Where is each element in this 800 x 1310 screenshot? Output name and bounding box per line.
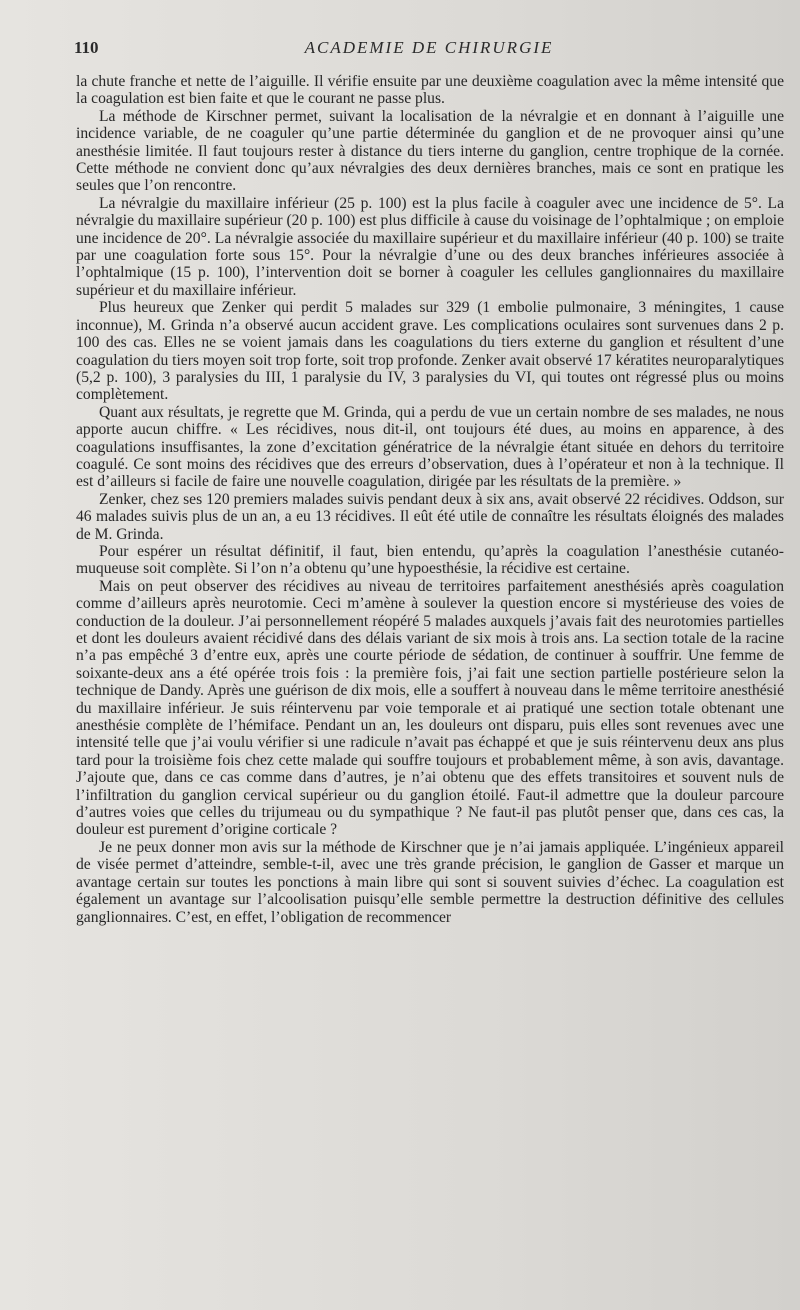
paragraph: La méthode de Kirschner permet, suivant la localisation de la névralgie et en donnant à l’aiguille une incidence variable, de ne coaguler qu’une partie déterminée du ganglion et de ne provoquer ainsi qu’une anesthésie limitée. Il faut toujours rester à distance du tiers interne du ganglion, centre trophique de la cornée. Cette méthode ne convient donc qu’aux névralgies des deux dernières branches, mais ce sont en pratique les seules que l’on rencontre.	[76, 107, 784, 195]
paragraph: Je ne peux donner mon avis sur la méthode de Kirschner que je n’ai jamais appliquée. L’ingénieux appareil de visée permet d’atteindre, semble-t-il, avec une très grande précision, le ganglion de Gasser et marque un avantage certain sur toutes les ponctions à main libre qui sont si souvent suivies d’échec. La coagulation est également un avantage sur l’alcoolisation puisqu’elle semble permettre la destruction définitive des cellules ganglionnaires. C’est, en effet, l’obligation de recommencer	[76, 838, 784, 926]
page-header	[74, 38, 784, 60]
paragraph: la chute franche et nette de l’aiguille. Il vérifie ensuite par une deuxième coagulation avec la même intensité que la coagulation est bien faite et que le courant ne passe plus.	[76, 73, 784, 108]
paragraph: La névralgie du maxillaire inférieur (25 p. 100) est la plus facile à coaguler avec une incidence de 5°. La névralgie du maxillaire supérieur (20 p. 100) est plus difficile à cause du voisinage de l’ophtalmique ; on emploie une incidence de 20°. La névralgie associée du maxillaire supérieur et du maxillaire inférieur (40 p. 100) se traite par une coagulation forte sous 15°. Pour la névralgie d’une ou des deux branches inférieures associée à l’ophtalmique (15 p. 100), l’intervention doit se borner à coaguler les cellules ganglionnaires du maxillaire supérieur et du maxillaire inférieur.	[76, 194, 784, 299]
paragraph: Quant aux résultats, je regrette que M. Grinda, qui a perdu de vue un certain nombre de ses malades, ne nous apporte aucun chiffre. « Les récidives, nous dit-il, ont toujours été dues, au moins en apparence, à des coagulations insuffisantes, la zone d’excitation génératrice de la névralgie étant située en dehors du territoire coagulé. Ce sont moins des récidives que des erreurs d’observation, dues à l’opérateur et non à la technique. Il est d’ailleurs si facile de faire une nouvelle coagulation, dirigée par les résultats de la première. »	[76, 403, 784, 491]
paragraph: Pour espérer un résultat définitif, il faut, bien entendu, qu’après la coagulation l’anesthésie cutanéo-muqueuse soit complète. Si l’on n’a obtenu qu’une hypoesthésie, la récidive est certaine.	[76, 542, 784, 578]
paragraph: Mais on peut observer des récidives au niveau de territoires parfaitement anesthésiés après coagulation comme d’ailleurs après neurotomie. Ceci m’amène à soulever la question encore si mystérieuse des voies de conduction de la douleur. J’ai personnellement réopéré 5 malades auxquels j’avais fait des neurotomies partielles et dont les douleurs avaient récidivé dans des délais variant de six mois à trois ans. La section totale de la racine n’a pas empêché 3 d’entre eux, après une courte période de sédation, de continuer à souffrir. Une femme de soixante-deux ans a été opérée trois fois : la première fois, j’ai fait une section partielle postérieure selon la technique de Dandy. Après une guérison de dix mois, elle a souffert à nouveau dans le même territoire anesthésié du maxillaire inférieur. Je suis réintervenu par voie temporale et ai pratiqué une section totale obtenant une anesthésie complète de l’hémiface. Pendant un an, les douleurs ont disparu, puis elles sont revenues avec une intensité telle que j’ai voulu vérifier si une radicule n’avait pas échappé et que je suis réintervenu deux ans plus tard pour la troisième fois chez cette malade qui souffre toujours et probablement même, à son avis, davantage. J’ajoute que, dans ce cas comme dans d’autres, je n’ai obtenu que des effets transitoires et souvent nuls de l’infiltration du ganglion cervical supérieur ou du ganglion étoilé. Faut-il admettre que la douleur parcoure d’autres voies que celles du trijumeau ou du sympathique ? Ne faut-il pas plutôt penser que, dans ces cas, la douleur est purement d’origine corticale ?	[76, 577, 784, 839]
paragraph: Plus heureux que Zenker qui perdit 5 malades sur 329 (1 embolie pulmonaire, 3 méningites, 1 cause inconnue), M. Grinda n’a observé aucun accident grave. Les complications oculaires sont survenues dans 2 p. 100 des cas. Elles ne se voient jamais dans les coagulations du tiers externe du ganglion et résultent d’une coagulation du tiers moyen soit trop forte, soit trop profonde. Zenker avait observé 17 kératites neuroparalytiques (5,2 p. 100), 3 paralysies du III, 1 paralysie du IV, 3 paralysies du VI, qui toutes ont régressé plus ou moins complètement.	[76, 299, 785, 404]
paragraph: Zenker, chez ses 120 premiers malades suivis pendant deux à six ans, avait observé 22 récidives. Oddson, sur 46 malades suivis plus de un an, a eu 13 récidives. Il eût été utile de connaître les résultats éloignés des malades de M. Grinda.	[76, 490, 784, 543]
running-title: ACADEMIE DE CHIRURGIE	[304, 38, 554, 57]
body-text	[76, 73, 784, 926]
page-number: 110	[74, 38, 99, 57]
